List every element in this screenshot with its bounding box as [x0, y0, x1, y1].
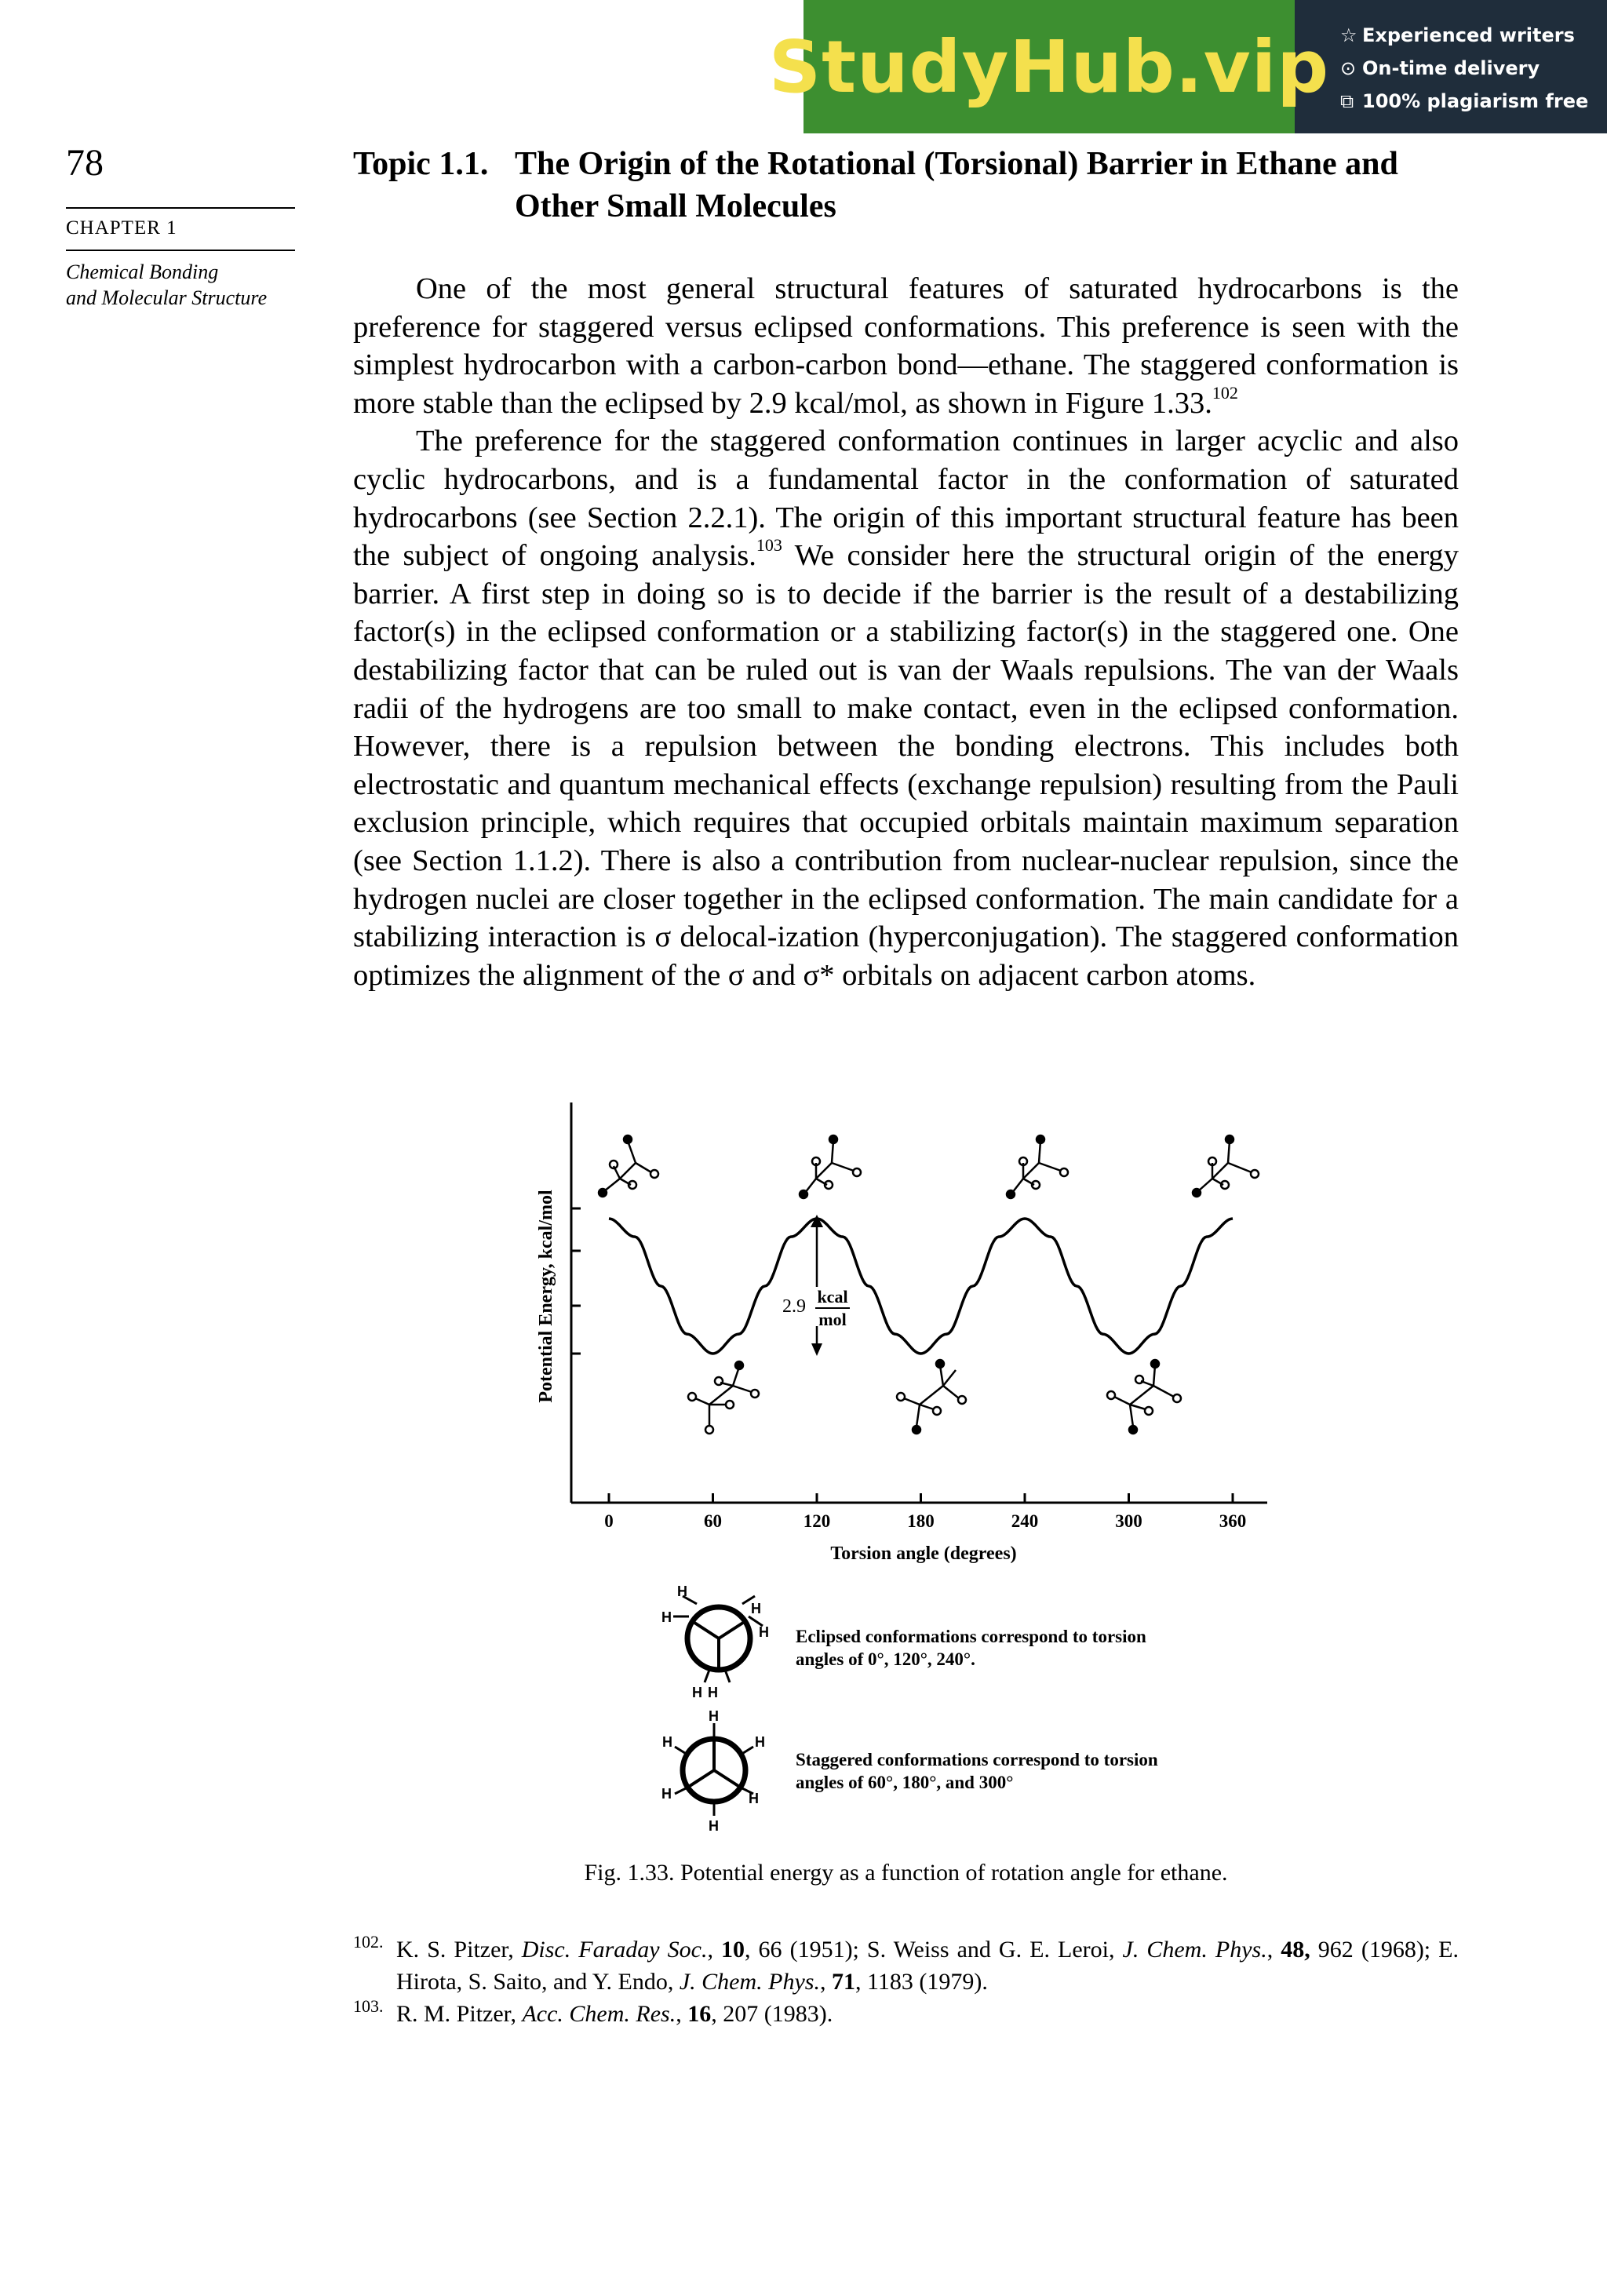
footnote-run: , 66 (1951); S. Weiss and G. E. Leroi,: [745, 1937, 1123, 1963]
h-label: H: [662, 1734, 672, 1750]
footnote-run: ,: [676, 2001, 688, 2027]
staggered-molecule-icon: [897, 1360, 966, 1434]
footnote-ref[interactable]: 103: [756, 535, 782, 556]
eclipsed-molecule-icon: [599, 1135, 658, 1197]
energy-curve: [609, 1219, 1233, 1354]
staggered-newman-projection: [675, 1723, 753, 1816]
h-label: H: [755, 1734, 765, 1750]
footnote-run: , 1183 (1979).: [855, 1969, 988, 1995]
footnote-run: 10: [721, 1937, 745, 1963]
x-tick-labels: [604, 1511, 1246, 1531]
footnote-run: 962 (1968); E. Hirota, S. Saito, and Y. Endo,: [396, 1937, 1459, 1995]
chapter-label: CHAPTER 1: [66, 217, 177, 239]
copy-icon: ⧉: [1340, 90, 1354, 112]
studyhub-logo[interactable]: StudyHub.vip: [768, 24, 1330, 109]
footnotes: [353, 1933, 1459, 2030]
eclipsed-molecule-icon: [800, 1135, 861, 1198]
barrier-unit-num: kcal: [817, 1287, 848, 1307]
x-tick-label: 60: [704, 1511, 722, 1531]
staggered-note-line: angles of 60°, 180°, and 300°: [796, 1773, 1014, 1792]
footnote-text: [396, 1937, 1459, 1995]
x-tick-label: 180: [907, 1511, 935, 1531]
arrow-down-head: [811, 1343, 822, 1356]
eclipsed-h-labels: [661, 1584, 769, 1700]
eclipsed-molecule-icon: [1007, 1135, 1068, 1198]
footnote-run: , 207 (1983).: [711, 2001, 833, 2027]
x-tick-label: 120: [803, 1511, 831, 1531]
footnote-text: [396, 2001, 833, 2027]
star-outline-icon: ☆: [1340, 24, 1357, 46]
footnote-run: 16: [687, 2001, 712, 2027]
y-axis-label: Potential Energy, kcal/mol: [536, 1190, 556, 1403]
perk-label: 100% plagiarism free: [1362, 90, 1589, 112]
clock-icon: ⊙: [1340, 57, 1357, 79]
figure-caption: Fig. 1.33. Potential energy as a function of rotation angle for ethane.: [584, 1860, 1228, 1886]
footnote-run: J. Chem. Phys.: [679, 1969, 820, 1995]
page-number: 78: [66, 142, 104, 184]
x-tick-label: 0: [604, 1511, 614, 1531]
staggered-molecule-icon: [1107, 1360, 1181, 1434]
footnote-run: 71: [831, 1969, 855, 1995]
barrier-value: 2.9: [782, 1296, 806, 1317]
footnote-run: R. M. Pitzer,: [396, 2001, 523, 2027]
footnote-ref[interactable]: 102: [1212, 382, 1238, 403]
paragraph-text: One of the most general structural features of saturated hydrocarbons is the preference for staggered versus eclipsed conformations. This preference is seen with the simplest hydrocarbon with a carbon-carbon bond—ethane. The staggered conformation is more stable than the eclipsed by 2.9 kcal/mol, as shown in Figure 1.33.: [353, 272, 1459, 420]
staggered-note-line: Staggered conformations correspond to torsion: [796, 1750, 1158, 1769]
footnote-run: 48,: [1281, 1937, 1310, 1963]
footnote-run: K. S. Pitzer,: [396, 1937, 522, 1963]
footnote-run: ,: [1266, 1937, 1281, 1963]
footnote: [353, 1998, 1459, 2030]
footnote-run: Acc. Chem. Res.: [522, 2001, 676, 2027]
x-tick-label: 240: [1011, 1511, 1039, 1531]
y-ticks: [571, 1208, 581, 1354]
staggered-molecule-icon: [688, 1361, 759, 1434]
x-tick-label: 360: [1219, 1511, 1247, 1531]
h-label: H: [692, 1685, 702, 1700]
h-label: H: [709, 1818, 719, 1834]
x-ticks: [609, 1493, 1233, 1503]
barrier-unit-den: mol: [818, 1310, 847, 1329]
footnote-number: 103.: [353, 1996, 384, 2016]
chapter-subtitle-line: and Molecular Structure: [66, 286, 268, 309]
chapter-subtitle-line: Chemical Bonding: [66, 261, 219, 283]
h-label: H: [749, 1791, 759, 1806]
h-label: H: [708, 1685, 718, 1700]
h-label: H: [661, 1786, 672, 1802]
x-tick-label: 300: [1115, 1511, 1142, 1531]
paragraph-text: The preference for the staggered conformation continues in larger acyclic and also cyclic hydrocarbons, and is a fundamental factor in the conformation of saturated hydrocarbons (see Section 2.2.1). The origin of this important structural feature has been the subject of ongoing analysis.: [353, 425, 1459, 573]
eclipsed-newman-projection: [673, 1596, 763, 1682]
h-label: H: [751, 1601, 761, 1616]
h-label: H: [661, 1609, 672, 1625]
footnote: [353, 1933, 1459, 1998]
h-label: H: [709, 1708, 719, 1724]
h-label: H: [759, 1624, 769, 1640]
perk-label: On-time delivery: [1362, 57, 1540, 79]
paragraph-text: We consider here the structural origin of the energy barrier. A first step in doing so is to decide if the barrier is the result of a destabilizing factor(s) in the eclipsed conformation or a stabilizing factor(s) in the staggered one. One destabilizing factor that can be ruled out is van der Waals repulsions. The van der Waals radii of the hydrogens are too small to make contact, even in the eclipsed conformation. However, there is a repulsion between the bonding electrons. This includes both electrostatic and quantum mechanical effects (exchange repulsion) resulting from the Pauli exclusion principle, which requires that occupied orbitals maintain maximum separation (see Section 1.1.2). There is also a contribution from nuclear-nuclear repulsion, since the hydrogen nuclei are closer together in the eclipsed conformation. The main candidate for a stabilizing interaction is σ delocal-ization (hyperconjugation). The staggered conformation optimizes the alignment of the σ and σ* orbitals on adjacent carbon atoms.: [353, 539, 1459, 992]
eclipsed-molecule-icon: [1193, 1135, 1259, 1197]
h-label: H: [677, 1584, 687, 1599]
footnote-run: ,: [707, 1937, 721, 1963]
footnote-run: Disc. Faraday Soc.: [521, 1937, 708, 1963]
topic-title: The Origin of the Rotational (Torsional) Barrier in Ethane and Other Small Molecules: [515, 146, 1398, 224]
footnote-number: 102.: [353, 1932, 384, 1952]
topic-number: Topic 1.1.: [353, 146, 489, 182]
eclipsed-note-line: angles of 0°, 120°, 240°.: [796, 1649, 975, 1669]
footnote-run: ,: [819, 1969, 832, 1995]
footnote-run: J. Chem. Phys.: [1122, 1937, 1267, 1963]
eclipsed-note-line: Eclipsed conformations correspond to torsion: [796, 1627, 1146, 1646]
x-axis-label: Torsion angle (degrees): [830, 1543, 1017, 1564]
perk-label: Experienced writers: [1362, 24, 1575, 46]
